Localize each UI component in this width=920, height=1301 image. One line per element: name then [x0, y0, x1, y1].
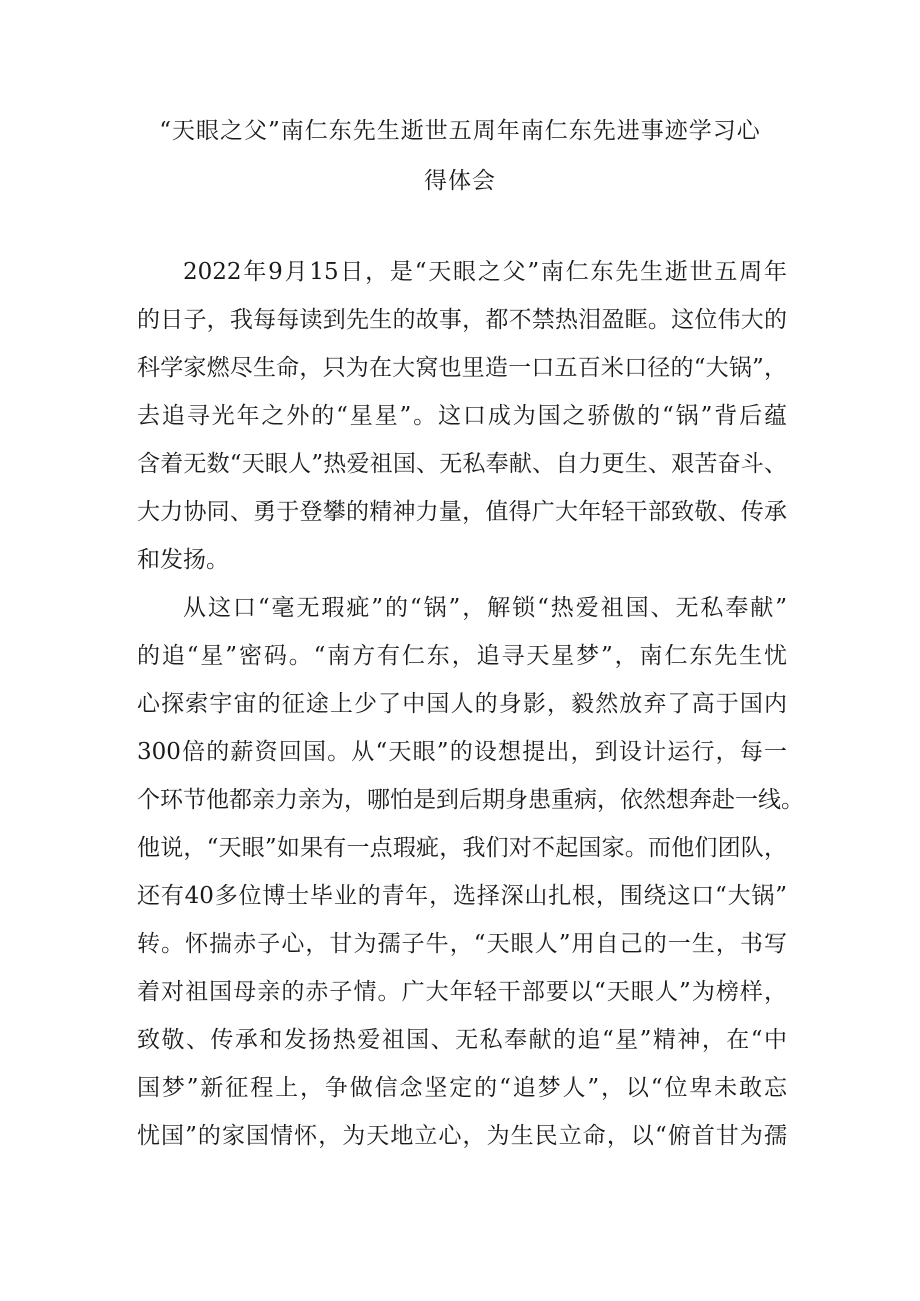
paragraph-1-line-7: 和发扬。 — [137, 547, 229, 573]
paragraph-1-line-1: 2022年9月15日，是“天眼之父”南仁东先生逝世五周年 — [183, 259, 787, 285]
paragraph-2-line-12: 忧国”的家国情怀，为天地立心，为生民立命，以“俯首甘为孺 — [137, 1123, 787, 1149]
paragraph-1-line-3: 科学家燃尽生命，只为在大窝也里造一口五百米口径的“大锅”， — [137, 355, 787, 381]
paragraph-1-line-6: 大力协同、勇于登攀的精神力量，值得广大年轻干部致敬、传承 — [137, 499, 787, 525]
paragraph-2-line-1: 从这口“毫无瑕疵”的“锅”，解锁“热爱祖国、无私奉献” — [183, 595, 787, 621]
paragraph-1-line-5: 含着无数“天眼人”热爱祖国、无私奉献、自力更生、艰苦奋斗、 — [137, 451, 787, 477]
document-title-line-1: “天眼之父”南仁东先生逝世五周年南仁东先进事迹学习心 — [159, 118, 761, 144]
paragraph-2-line-8: 转。怀揣赤子心，甘为孺子牛，“天眼人”用自己的一生，书写 — [137, 931, 787, 957]
paragraph-2-line-3: 心探索宇宙的征途上少了中国人的身影，毅然放弃了高于国内 — [137, 691, 787, 717]
paragraph-2-line-9: 着对祖国母亲的赤子情。广大年轻干部要以“天眼人”为榜样， — [137, 979, 787, 1005]
paragraph-2-line-4: 300倍的薪资回国。从“天眼”的设想提出，到设计运行，每一 — [137, 739, 787, 765]
paragraph-2-line-5: 个环节他都亲力亲为，哪怕是到后期身患重病，依然想奔赴一线。 — [137, 787, 804, 813]
paragraph-2-line-7: 还有40多位博士毕业的青年，选择深山扎根，围绕这口“大锅” — [137, 883, 787, 909]
paragraph-2-line-2: 的追“星”密码。“南方有仁东，追寻天星梦”，南仁东先生忧 — [137, 643, 787, 669]
paragraph-2-line-6: 他说，“天眼”如果有一点瑕疵，我们对不起国家。而他们团队， — [137, 835, 787, 861]
paragraph-1-line-2: 的日子，我每每读到先生的故事，都不禁热泪盈眶。这位伟大的 — [137, 307, 787, 333]
paragraph-2-line-11: 国梦”新征程上，争做信念坚定的“追梦人”，以“位卑未敢忘 — [137, 1075, 787, 1101]
document-title-line-2: 得体会 — [424, 168, 496, 194]
paragraph-2-line-10: 致敬、传承和发扬热爱祖国、无私奉献的追“星”精神，在“中 — [137, 1027, 787, 1053]
paragraph-1-line-4: 去追寻光年之外的“星星”。这口成为国之骄傲的“锅”背后蕴 — [137, 403, 787, 429]
